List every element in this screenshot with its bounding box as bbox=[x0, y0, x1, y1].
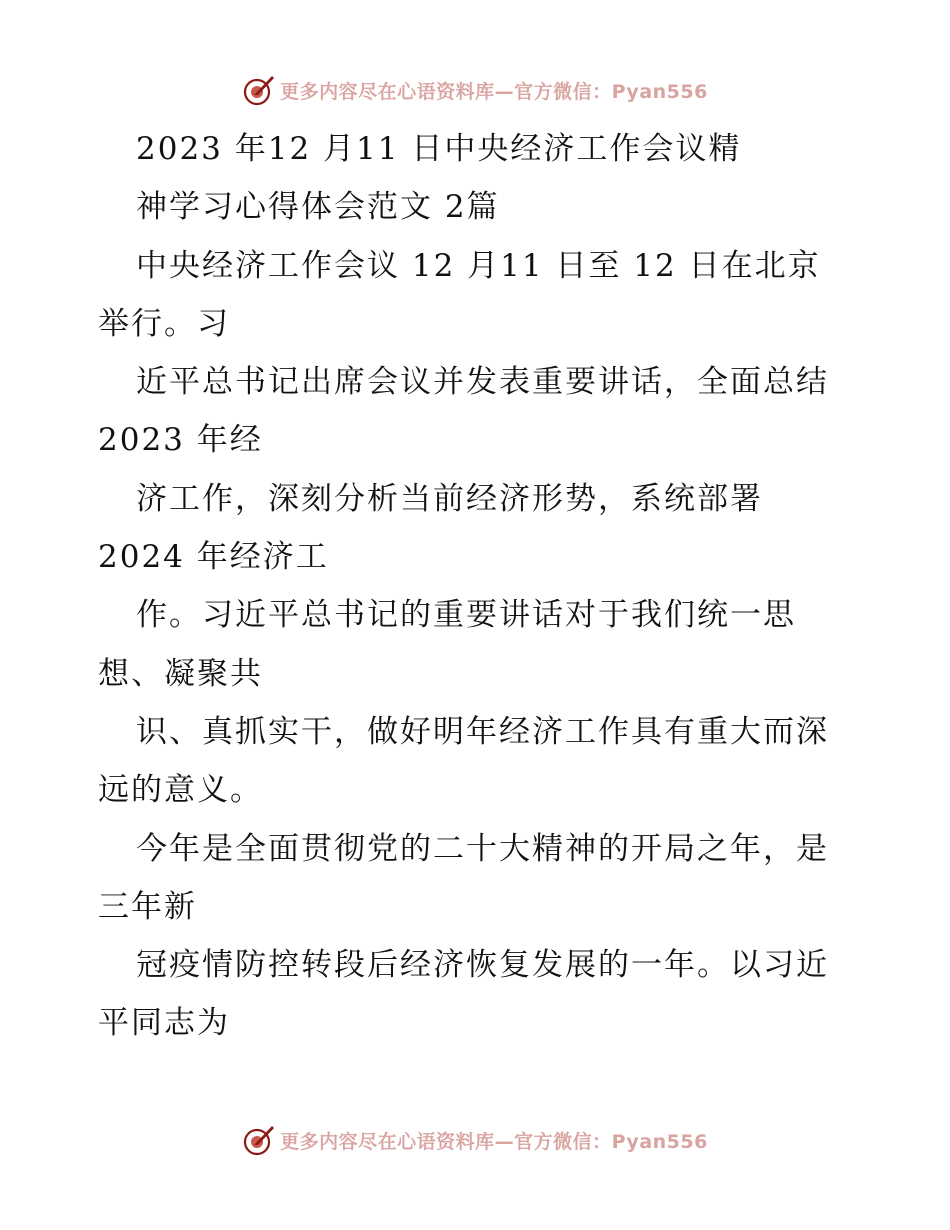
document-body bbox=[98, 120, 858, 1053]
logo-quill-circle-icon bbox=[242, 1123, 276, 1157]
logo-quill-circle-icon bbox=[242, 73, 276, 107]
text-line: 济工作，深刻分析当前经济形势，系统部署 bbox=[136, 480, 763, 517]
text-line: 神学习心得体会范文 2篇 bbox=[136, 189, 500, 226]
text-line: 2023 年12 月11 日中央经济工作会议精 bbox=[136, 131, 742, 167]
watermark-text: 更多内容尽在心语资料库—官方微信：Pyan556 bbox=[280, 1130, 708, 1153]
text-line: 平同志为 bbox=[98, 1005, 230, 1042]
watermark-text: 更多内容尽在心语资料库—官方微信：Pyan556 bbox=[280, 80, 708, 103]
text-line: 想、凝聚共 bbox=[98, 655, 263, 692]
text-line: 近平总书记出席会议并发表重要讲话，全面总结 bbox=[136, 364, 829, 401]
text-line: 远的意义。 bbox=[98, 772, 263, 809]
text-line: 作。习近平总书记的重要讲话对于我们统一思 bbox=[136, 597, 796, 634]
text-line: 2023 年经 bbox=[98, 422, 263, 459]
text-line: 今年是全面贯彻党的二十大精神的开局之年，是 bbox=[136, 830, 829, 867]
footer-watermark bbox=[0, 1120, 950, 1160]
text-line: 中央经济工作会议 12 月11 日至 12 日在北京 bbox=[136, 247, 821, 284]
header-watermark bbox=[0, 70, 950, 110]
text-line: 冠疫情防控转段后经济恢复发展的一年。以习近 bbox=[136, 947, 829, 984]
text-line: 三年新 bbox=[98, 888, 197, 925]
text-line: 识、真抓实干，做好明年经济工作具有重大而深 bbox=[136, 713, 829, 750]
text-line: 举行。习 bbox=[98, 305, 230, 342]
text-line: 2024 年经济工 bbox=[98, 539, 329, 576]
